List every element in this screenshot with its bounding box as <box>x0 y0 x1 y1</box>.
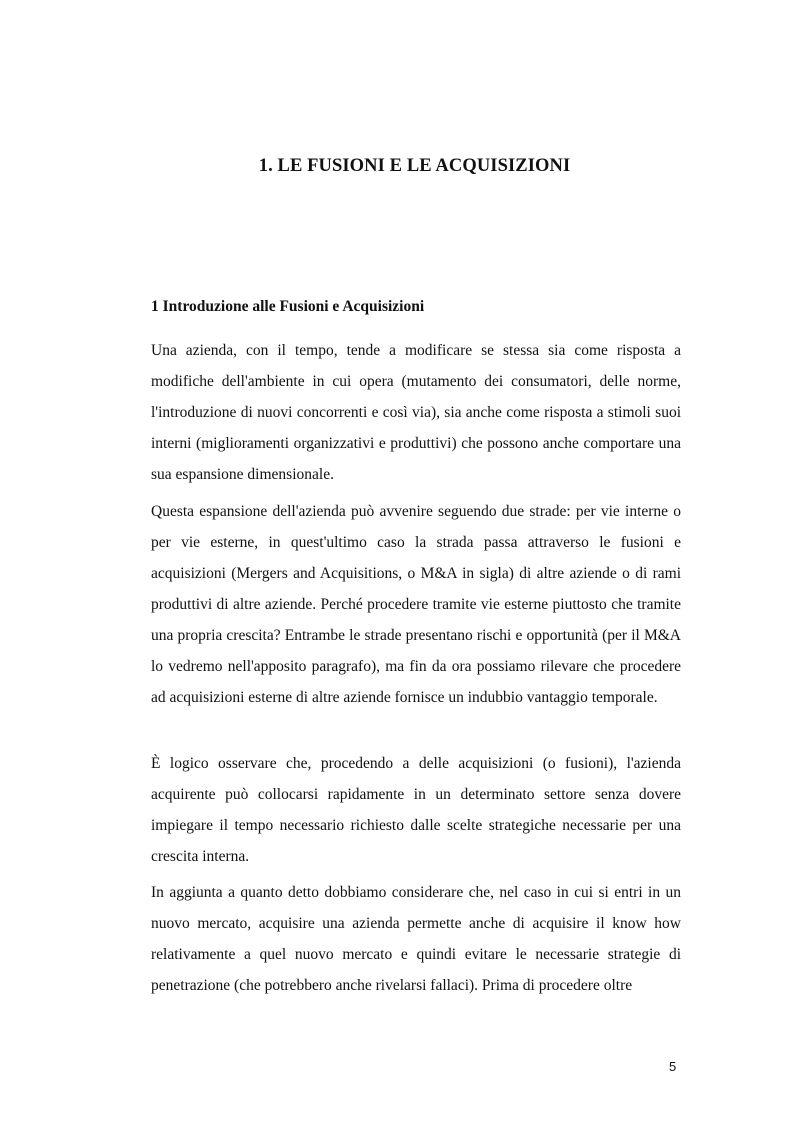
paragraph: Una azienda, con il tempo, tende a modificare se stessa sia come risposta a modifiche dell'ambiente in cui opera (mutamento dei consumatori, delle norme, l'introduzione di nuovi concorrenti e così via), sia anche come risposta a stimoli suoi interni (miglioramenti organizzativi e produttivi) che possono anche comportare una sua espansione dimensionale. <box>151 342 681 483</box>
paragraph: Questa espansione dell'azienda può avvenire seguendo due strade: per vie interne o per vie esterne, in quest'ultimo caso la strada passa attraverso le fusioni e acquisizioni (Mergers and Acquisitions, o M&A in sigla) di altre aziende o di rami produttivi di altre aziende. Perché procedere tramite vie esterne piuttosto che tramite una propria crescita? Entrambe le strade presentano rischi e opportunità (per il M&A lo vedremo nell'apposito paragrafo), ma fin da ora possiamo rilevare che procedere ad acquisizioni esterne di altre aziende fornisce un indubbio vantaggio temporale. <box>151 503 681 706</box>
page-number: 5 <box>669 1059 677 1074</box>
paragraph: In aggiunta a quanto detto dobbiamo considerare che, nel caso in cui si entri in un nuovo mercato, acquisire una azienda permette anche di acquisire il know how relativamente a quel nuovo mercato e quindi evitare le necessarie strategie di penetrazione (che potrebbero anche rivelarsi fallaci). Prima di procedere oltre <box>151 884 681 994</box>
section-heading: 1 Introduzione alle Fusioni e Acquisizioni <box>151 298 425 315</box>
paragraph: È logico osservare che, procedendo a delle acquisizioni (o fusioni), l'azienda acquirente può collocarsi rapidamente in un determinato settore senza dovere impiegare il tempo necessario richiesto dalle scelte strategiche necessarie per una crescita interna. <box>151 755 681 865</box>
chapter-title: 1. LE FUSIONI E LE ACQUISIZIONI <box>258 156 571 176</box>
